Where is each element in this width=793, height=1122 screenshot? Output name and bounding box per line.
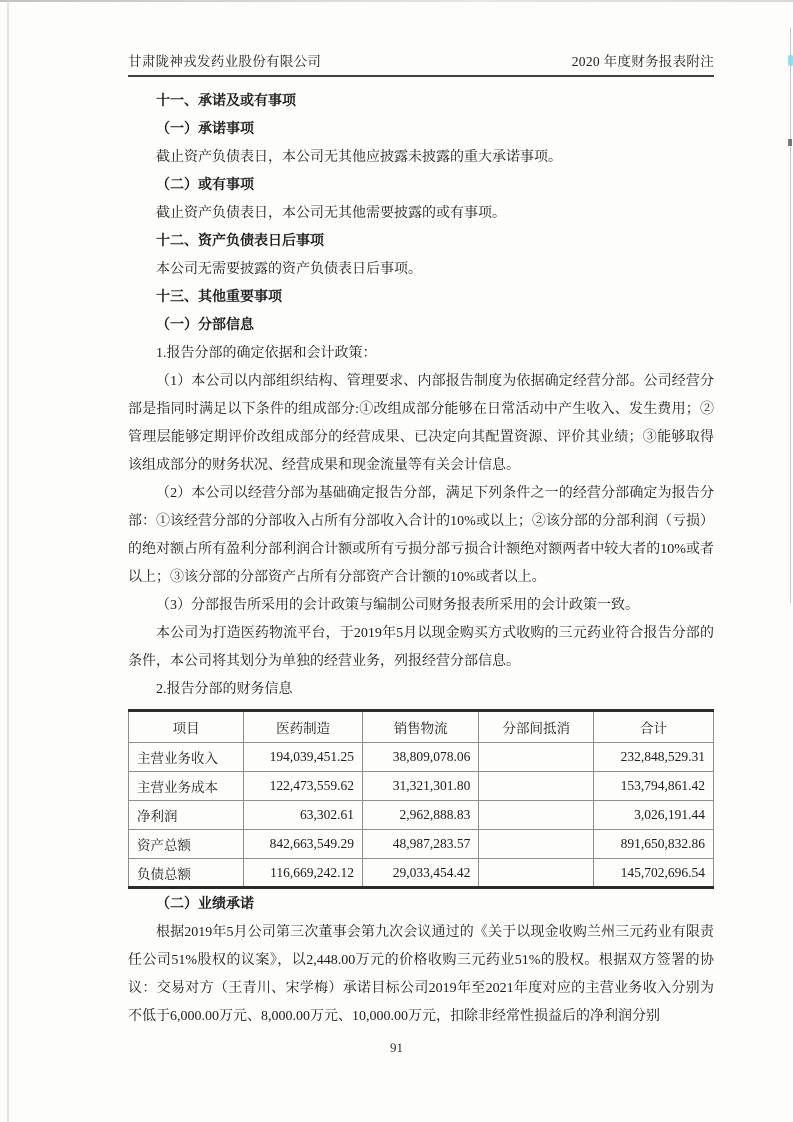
table-cell [479,743,594,772]
column-header-sales-logistics: 销售物流 [362,711,478,743]
section-13-1-heading: （一）分部信息 [156,318,254,333]
column-header-total: 合计 [594,711,714,743]
segment-financial-title: 2.报告分部的财务信息 [156,682,293,697]
section-13-heading: 十三、其他重要事项 [156,290,282,305]
section-12-heading: 十二、资产负债表日后事项 [156,234,324,249]
scan-artifact-cyan [788,55,793,66]
column-header-intersegment-elimination: 分部间抵消 [479,711,594,743]
table-cell: 122,473,559.62 [244,772,363,801]
document-body [128,88,714,1031]
table-cell [479,801,594,830]
table-cell [479,772,594,801]
commitments-paragraph: 截止资产负债表日，本公司无其他应披露未披露的重大承诺事项。 [156,150,562,165]
table-cell: 891,650,832.86 [594,830,714,859]
column-header-item: 项目 [129,711,244,743]
post-balance-paragraph: 本公司无需要披露的资产负债表日后事项。 [156,262,422,277]
report-title: 2020 年度财务报表附注 [571,54,714,69]
table-cell: 31,321,301.80 [362,772,478,801]
page-number: 91 [390,1040,403,1055]
table-row [129,859,714,888]
document-header [128,50,714,77]
section-11-1-heading: （一）承诺事项 [156,122,254,137]
row-label: 资产总额 [129,830,244,859]
table-row [129,830,714,859]
table-cell: 194,039,451.25 [244,743,363,772]
table-cell: 38,809,078.06 [362,743,478,772]
table-cell [479,859,594,888]
table-cell: 116,669,242.12 [244,859,363,888]
column-header-pharma-manufacturing: 医药制造 [244,711,363,743]
section-11-heading: 十一、承诺及或有事项 [156,94,296,109]
scan-artifact-dark [788,139,792,146]
performance-commitment-paragraph: 根据2019年5月公司第三次董事会第九次会议通过的《关于以现金收购兰州三元药业有限责任公司51%股权的议案》，以2,448.00万元的价格收购三元药业51%的股权。根据双方签署的协议：交易对方（王青川、宋学梅）承诺目标公司2019年至2021年度对应的主营业务收入分别为不低于6,000.00万元、8,000.00万元、10,000.00万元，扣除非经常性损益后的净利润分别 [128,925,714,1024]
row-label: 主营业务成本 [129,772,244,801]
table-cell: 145,702,696.54 [594,859,714,888]
table-cell: 2,962,888.83 [362,801,478,830]
row-label: 主营业务收入 [129,743,244,772]
section-11-2-heading: （二）或有事项 [156,178,254,193]
contingencies-paragraph: 截止资产负债表日，本公司无其他需要披露的或有事项。 [156,206,506,221]
segment-policy-paragraph-4: 本公司为打造医药物流平台，于2019年5月以现金购买方式收购的三元药业符合报告分部的条件，本公司将其划分为单独的经营业务，列报经营分部信息。 [128,626,714,669]
section-13-2-heading: （二）业绩承诺 [156,897,254,912]
table-cell: 842,663,549.29 [244,830,363,859]
table-row [129,772,714,801]
segment-policy-title: 1.报告分部的确定依据和会计政策： [156,346,377,361]
table-cell: 29,033,454.42 [362,859,478,888]
scan-left-edge [7,0,9,1122]
table-cell: 48,987,283.57 [362,830,478,859]
table-header-row [129,711,714,743]
scan-top-edge [0,0,793,2]
segment-policy-paragraph-2: （2）本公司以经营分部为基础确定报告分部，满足下列条件之一的经营分部确定为报告分部：①该经营分部的分部收入占所有分部收入合计的10%或以上；②该分部的分部利润（亏损）的绝对额占所有盈利分部利润合计额或所有亏损分部亏损合计额绝对额两者中较大者的10%或者以上；③该分部的分部资产占所有分部资产合计额的10%或者以上。 [128,486,714,585]
table-cell: 3,026,191.44 [594,801,714,830]
company-name: 甘肃陇神戎发药业股份有限公司 [128,54,322,69]
segment-financials-table [128,709,714,889]
segment-policy-paragraph-3: （3）分部报告所采用的会计政策与编制公司财务报表所采用的会计政策一致。 [156,598,639,613]
segment-policy-paragraph-1: （1）本公司以内部组织结构、管理要求、内部报告制度为依据确定经营分部。公司经营分部是指同时满足以下条件的组成部分:①改组成部分能够在日常活动中产生收入、发生费用；②管理层能够定期评价改组成部分的经营成果、已决定向其配置资源、评价其业绩；③能够取得该组成部分的财务状况、经营成果和现金流量等有关会计信息。 [128,374,714,473]
row-label: 净利润 [129,801,244,830]
table-cell [479,830,594,859]
table-cell: 232,848,529.31 [594,743,714,772]
table-cell: 63,302.61 [244,801,363,830]
row-label: 负债总额 [129,859,244,888]
scan-right-edge [790,28,791,603]
table-cell: 153,794,861.42 [594,772,714,801]
table-row [129,801,714,830]
table-row [129,743,714,772]
